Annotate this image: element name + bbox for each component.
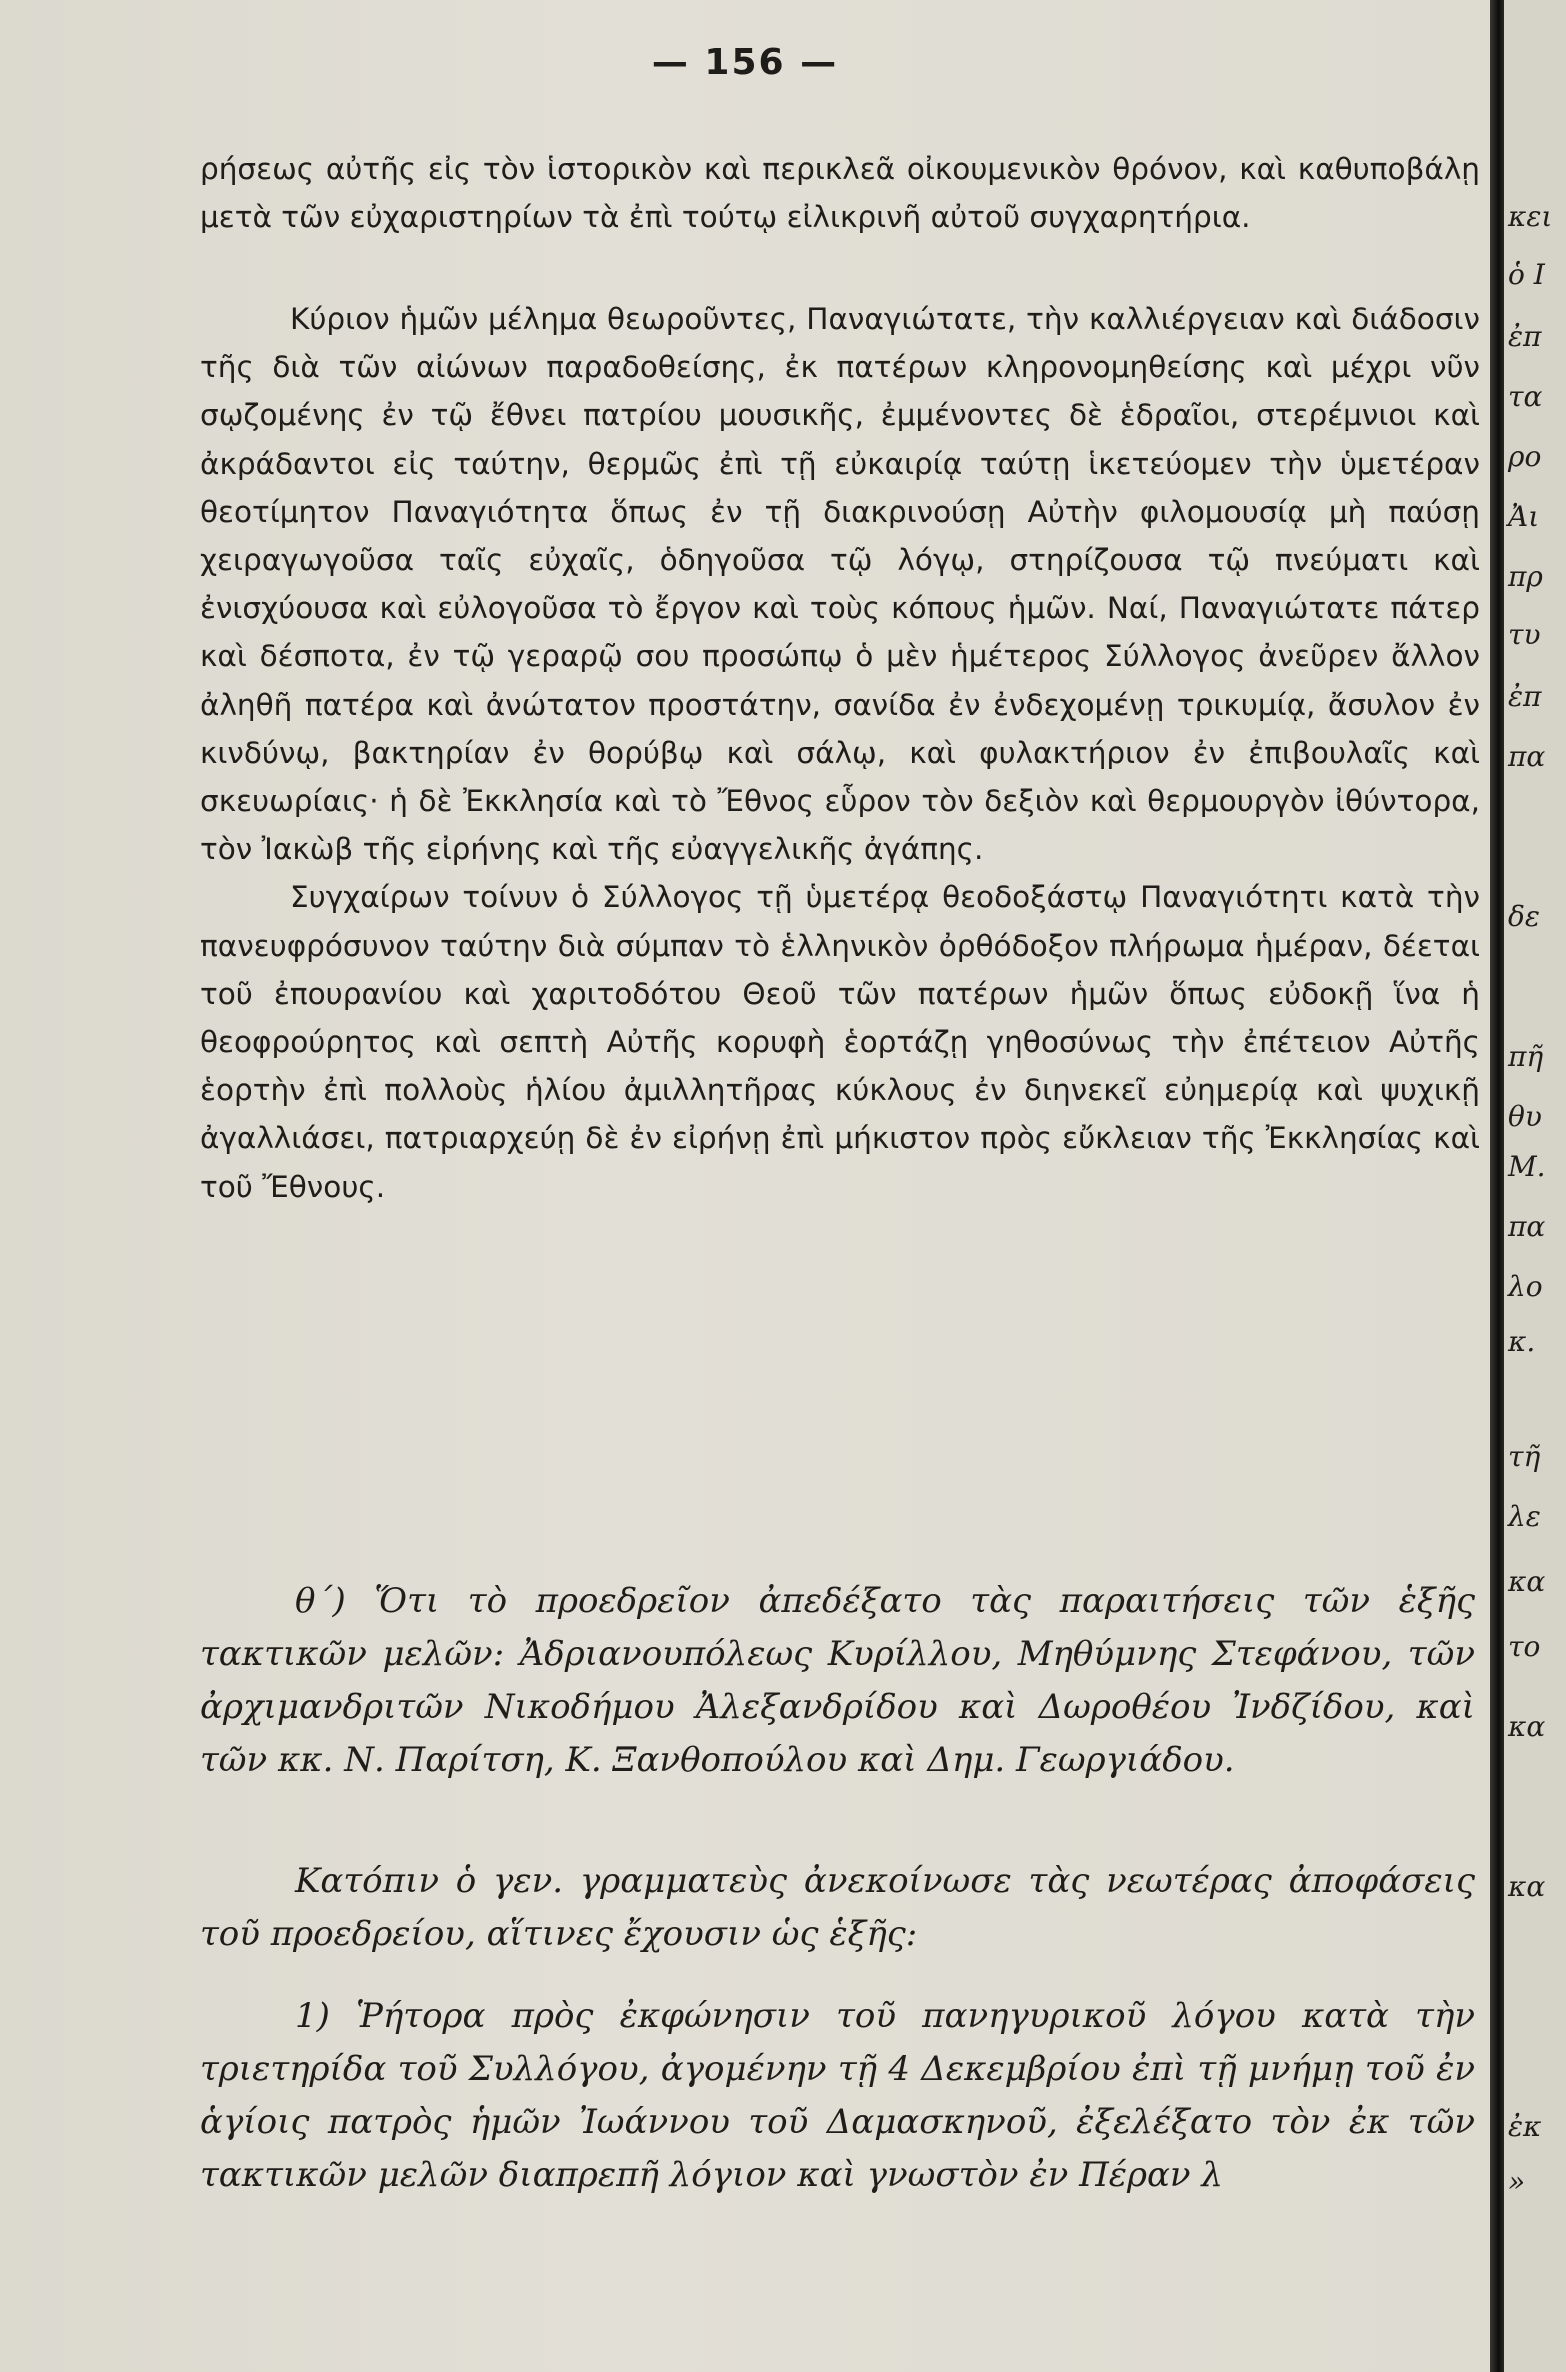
paragraph-6: 1) Ῥήτορα πρὸς ἐκφώνησιν τοῦ πανηγυρικοῦ λόγου κατὰ τὴν τριετηρίδα τοῦ Συλλόγου, ἀγομένην τῇ 4 Δεκεμβρίου ἐπὶ τῇ μνήμῃ τοῦ ἐν ἁγίοις πατρὸς ἡμῶν Ἰωάννου τοῦ Δαμασκηνοῦ, ἐξελέξατο τὸν ἐκ τῶν τακτικῶν μελῶν διαπρεπῆ λόγιον καὶ γνωστὸν ἐν Πέραν λ (200, 1996, 1475, 2195)
facing-page-fragment: πα (1508, 740, 1546, 773)
facing-page-fragment: τυ (1508, 618, 1541, 651)
facing-page-fragment: τῆ (1508, 1440, 1541, 1473)
facing-page-fragment: κα (1508, 1710, 1546, 1743)
facing-page-fragment: πρ (1508, 560, 1543, 593)
facing-page-fragment: » (1508, 2165, 1526, 2198)
paragraph-5: Κατόπιν ὁ γεν. γραμματεὺς ἀνεκοίνωσε τὰς νεωτέρας ἀποφάσεις τοῦ προεδρείου, αἵτινες ἔχουσιν ὡς ἑξῆς: (200, 1861, 1475, 1954)
facing-page-fragment: ἐπ (1508, 680, 1542, 713)
facing-page-fragment: λε (1508, 1500, 1541, 1533)
paragraph-1: ρήσεως αὐτῆς εἰς τὸν ἱστορικὸν καὶ περικλεᾶ οἰκουμενικὸν θρόνον, καὶ καθυποβάλῃ μετὰ τῶν εὐχαριστηρίων τὰ ἐπὶ τούτῳ εἰλικρινῆ αὐτοῦ συγχαρητήρια. (200, 152, 1480, 235)
facing-page-fragment: Μ. (1508, 1150, 1546, 1183)
facing-page-fragment: κα (1508, 1870, 1546, 1903)
facing-page-fragment: ρο (1508, 440, 1542, 473)
facing-page-fragment: θυ (1508, 1100, 1542, 1133)
facing-page-fragment: κ. (1508, 1325, 1536, 1358)
facing-page-fragment: ἐπ (1508, 320, 1542, 353)
facing-page-edge (1504, 0, 1566, 2372)
paragraph-4: θ΄) Ὅτι τὸ προεδρεῖον ἀπεδέξατο τὰς παραιτήσεις τῶν ἑξῆς τακτικῶν μελῶν: Ἀδριανουπόλεως Κυρίλλου, Μηθύμνης Στεφάνου, τῶν ἀρχιμανδριτῶν Νικοδήμου Ἀλεξανδρίδου καὶ Δωροθέου Ἰνδζίδου, καὶ τῶν κκ. Ν. Παρίτση, Κ. Ξανθοπούλου καὶ Δημ. Γεωργιάδου. (200, 1581, 1475, 1780)
text-block-resignations (200, 1575, 1475, 1787)
facing-page-fragment: κει (1508, 200, 1553, 233)
text-block-announcement (200, 1855, 1475, 1961)
facing-page-fragment: τα (1508, 380, 1543, 413)
page-number: — 156 — (651, 42, 839, 83)
paragraph-2: Κύριον ἡμῶν μέλημα θεωροῦντες, Παναγιώτατε, τὴν καλλιέργειαν καὶ διάδοσιν τῆς διὰ τῶν αἰώνων παραδοθείσης, ἐκ πατέρων κληρονομηθείσης καὶ μέχρι νῦν σῳζομένης ἐν τῷ ἔθνει πατρίου μουσικῆς, ἐμμένοντες δὲ ἑδραῖοι, στερέμνιοι καὶ ἀκράδαντοι εἰς ταύτην, θερμῶς ἐπὶ τῇ εὐκαιρίᾳ ταύτῃ ἱκετεύομεν τὴν ὑμετέραν θεοτίμητον Παναγιότητα ὅπως ἐν τῇ διακρινούσῃ Αὐτὴν φιλομουσίᾳ μὴ παύσῃ χειραγωγοῦσα ταῖς εὐχαῖς, ὁδηγοῦσα τῷ λόγῳ, στηρίζουσα τῷ πνεύματι καὶ ἐνισχύουσα καὶ εὐλογοῦσα τὸ ἔργον καὶ τοὺς κόπους ἡμῶν. Ναί, Παναγιώτατε πάτερ καὶ δέσποτα, ἐν τῷ γεραρῷ σου προσώπῳ ὁ μὲν ἡμέτερος Σύλλογος ἀνεῦρεν ἄλλον ἀληθῆ πατέρα καὶ ἀνώτατον προστάτην, σανίδα ἐν ἐνδεχομένῃ τρικυμίᾳ, ἄσυλον ἐν κινδύνῳ, βακτηρίαν ἐν θορύβῳ καὶ σάλῳ, καὶ φυλακτήριον ἐν ἐπιβουλαῖς καὶ σκευωρίαις· ἡ δὲ Ἐκκλησία καὶ τὸ Ἔθνος εὗρον τὸν δεξιὸν καὶ θερμουργὸν ἰθύντορα, τὸν Ἰακὼβ τῆς εἰρήνης καὶ τῆς εὐαγγελικῆς ἀγάπης. (200, 302, 1480, 867)
book-gutter (1490, 0, 1504, 2372)
facing-page-fragment: λο (1508, 1270, 1543, 1303)
facing-page-fragment: ὁ Ι (1508, 258, 1545, 291)
text-block-address (200, 295, 1480, 1211)
facing-page-fragment: κα (1508, 1565, 1546, 1598)
facing-page-fragment: Ἀι (1508, 500, 1540, 533)
facing-page-fragment: ἐκ (1508, 2110, 1542, 2143)
paragraph-3: Συγχαίρων τοίνυν ὁ Σύλλογος τῇ ὑμετέρᾳ θεοδοξάστῳ Παναγιότητι κατὰ τὴν πανευφρόσυνον ταύτην διὰ σύμπαν τὸ ἑλληνικὸν ὀρθόδοξον πλήρωμα ἡμέραν, δέεται τοῦ ἐπουρανίου καὶ χαριτοδότου Θεοῦ τῶν πατέρων ἡμῶν ὅπως εὐδοκῇ ἵνα ἡ θεοφρούρητος καὶ σεπτὴ Αὐτῆς κορυφὴ ἑορτάζῃ γηθοσύνως τὴν ἐπέτειον Αὐτῆς ἑορτὴν ἐπὶ πολλοὺς ἡλίου ἀμιλλητῆρας κύκλους ἐν διηνεκεῖ εὐημερίᾳ καὶ ψυχικῇ ἀγαλλιάσει, πατριαρχεύῃ δὲ ἐν εἰρήνῃ ἐπὶ μήκιστον πρὸς εὔκλειαν τῆς Ἐκκλησίας καὶ τοῦ Ἔθνους. (200, 880, 1480, 1204)
text-block-upper (200, 145, 1480, 241)
facing-page-fragment: πα (1508, 1210, 1546, 1243)
facing-page-fragment: το (1508, 1630, 1541, 1663)
facing-page-fragment: δε (1508, 900, 1540, 933)
facing-page-fragment: πῆ (1508, 1040, 1544, 1073)
text-block-decision-1 (200, 1990, 1475, 2202)
